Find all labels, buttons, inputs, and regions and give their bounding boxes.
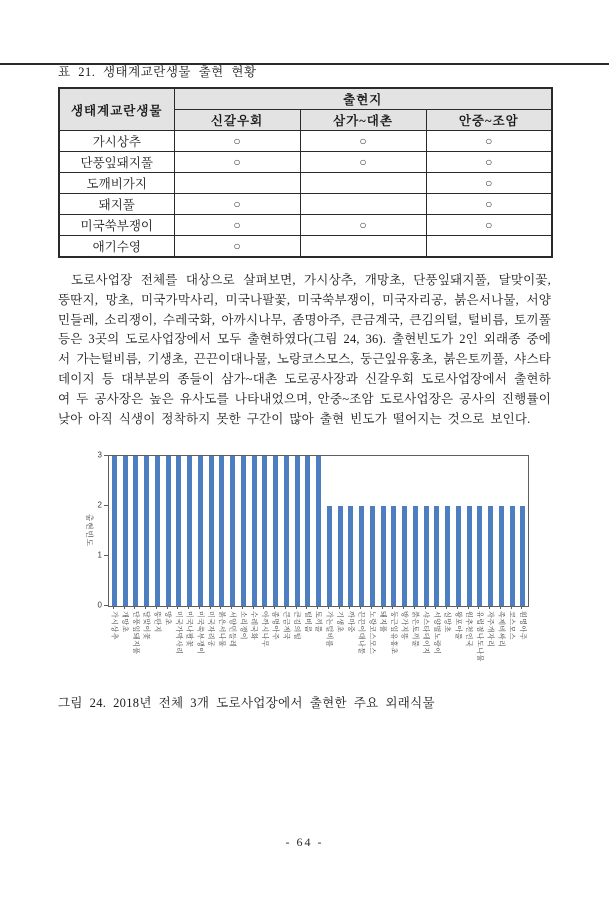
x-tick-mark	[435, 606, 436, 609]
bar-기생초	[338, 506, 343, 606]
x-tick-slot	[345, 606, 356, 609]
bar-수레국화	[252, 456, 257, 606]
x-label-slot	[216, 611, 227, 647]
x-tick-slot	[409, 606, 420, 609]
x-label-slot	[205, 611, 216, 647]
x-tick-mark	[263, 606, 264, 609]
bar-slot	[292, 456, 303, 606]
x-tick-mark	[468, 606, 469, 609]
bar-미국나팔꽃	[187, 456, 192, 606]
y-tick-label: 3	[97, 450, 102, 460]
x-tick-slot	[334, 606, 345, 609]
x-tick-slot	[517, 606, 528, 609]
x-label-slot	[441, 611, 452, 633]
page-content	[0, 62, 609, 711]
species-name-cell: 돼지풀	[59, 194, 174, 215]
x-tick-mark	[177, 606, 178, 609]
x-tick-slot	[377, 606, 388, 609]
x-label-slot	[334, 611, 345, 633]
x-tick-mark	[328, 606, 329, 609]
bar-샤스타데이지	[424, 506, 429, 606]
x-label-slot	[409, 611, 420, 647]
bar-족제비싸리	[499, 506, 504, 606]
x-label: 까마중	[346, 611, 354, 634]
x-label-slot	[355, 611, 366, 655]
x-label: 붉은토끼풀	[411, 611, 419, 648]
presence-mark: ○	[426, 152, 552, 173]
x-tick-mark	[425, 606, 426, 609]
y-axis-title-text: 출현빈도	[85, 513, 94, 547]
bar-slot	[270, 456, 281, 606]
bar-slot	[174, 456, 185, 606]
presence-mark: ○	[174, 215, 300, 236]
bar-큰김의털	[295, 456, 300, 606]
x-tick-mark	[220, 606, 221, 609]
x-label: 뚱딴지	[153, 611, 161, 634]
bar-slot	[378, 456, 389, 606]
x-label: 개망초	[121, 611, 129, 634]
bar-둥근잎유홍초	[391, 506, 396, 606]
x-tick-slot	[388, 606, 399, 609]
bar-왕포아풀	[456, 506, 461, 606]
bar-slot	[303, 456, 314, 606]
bar-털비름	[305, 456, 310, 606]
bar-slot	[518, 456, 529, 606]
x-tick-mark	[478, 606, 479, 609]
x-tick-slot	[323, 606, 334, 609]
x-label-slot	[194, 611, 205, 655]
presence-mark: ○	[426, 173, 552, 194]
x-tick-slot	[366, 606, 377, 609]
bar-slot	[206, 456, 217, 606]
x-label: 붉은서나물	[217, 611, 225, 648]
bar-slot	[260, 456, 271, 606]
chart-plot-bars	[109, 456, 528, 606]
x-label-slot	[345, 611, 356, 633]
bar-slot	[131, 456, 142, 606]
bar-slot	[389, 456, 400, 606]
bar-slot	[141, 456, 152, 606]
presence-mark: ○	[174, 236, 300, 258]
x-tick-slot	[183, 606, 194, 609]
x-tick-mark	[489, 606, 490, 609]
x-label-slot	[302, 611, 313, 633]
x-tick-slot	[226, 606, 237, 609]
x-tick-slot	[463, 606, 474, 609]
bar-미국자리공	[209, 456, 214, 606]
body-paragraph: 도로사업장 전체를 대상으로 살펴보면, 가시상추, 개망초, 단풍잎돼지풀, 달맞이꽃, 뚱딴지, 망초, 미국가막사리, 미국나팔꽃, 미국쑥부쟁이, 미국자리공, 붉은서나물, 서양민들레, 소리쟁이, 수레국화, 아까시나무, 좀명아주, 큰금계국, 큰김의털, 털비름, 토끼풀 등은 3곳의 도로사업장에서 모두 출현하였다(그림 24, 36). 출현빈도가 2인 외래종 중에서 가는털비름, 기생초, 끈끈이대나물, 노랑코스모스, 둥근잎유홍초, 붉은토끼풀, 샤스타데이지 등 대부분의 종들이 삼가~대촌 도로공사장과 신갈우회 도로사업장에서 출현하여 두 공사장은 높은 유사도를 나타내었으며, 안중~조암 도로사업장은 공사의 진행률이 낮아 아직 식생이 정착하지 못한 구간이 많아 출현 빈도가 떨어지는 것으로 보인다.	[58, 273, 551, 426]
x-label-slot	[269, 611, 280, 640]
presence-empty	[174, 173, 300, 194]
bar-slot	[120, 456, 131, 606]
x-tick-mark	[285, 606, 286, 609]
x-label: 실망초	[443, 611, 451, 634]
x-tick-slot	[398, 606, 409, 609]
occurrence-table	[58, 87, 553, 258]
table-row	[59, 194, 552, 215]
x-tick-mark	[253, 606, 254, 609]
x-tick-mark	[167, 606, 168, 609]
x-tick-mark	[457, 606, 458, 609]
x-label-slot	[248, 611, 259, 640]
bar-slot	[421, 456, 432, 606]
bar-chart	[68, 445, 548, 683]
bar-slot	[249, 456, 260, 606]
bar-slot	[453, 456, 464, 606]
x-label: 서양민들레	[228, 611, 236, 648]
x-label-slot	[259, 611, 270, 647]
bar-slot	[367, 456, 378, 606]
bar-slot	[410, 456, 421, 606]
x-label-slot	[237, 611, 248, 640]
x-tick-slot	[312, 606, 323, 609]
bar-slot	[313, 456, 324, 606]
y-tick-label: 0	[97, 600, 102, 610]
bar-slot	[475, 456, 486, 606]
species-name-cell: 애기수영	[59, 236, 174, 258]
bar-slot	[109, 456, 120, 606]
table-row	[59, 236, 552, 258]
bar-달맞이꽃	[144, 456, 149, 606]
x-tick-slot	[506, 606, 517, 609]
x-tick-slot	[194, 606, 205, 609]
species-column-header: 생태계교란생물	[59, 88, 174, 131]
x-label: 가시상추	[110, 611, 118, 641]
x-label-slot	[140, 611, 151, 640]
x-label-slot	[366, 611, 377, 655]
bar-토끼풀	[316, 456, 321, 606]
x-label: 유럽점나도나물	[475, 611, 483, 663]
x-label: 소리쟁이	[239, 611, 247, 641]
figure-caption: 그림 24. 2018년 전체 3개 도로사업장에서 출현한 주요 외래식물	[58, 696, 435, 711]
bar-코스모스	[510, 506, 515, 606]
x-tick-slot	[140, 606, 151, 609]
x-label: 미국자리공	[207, 611, 215, 648]
bar-뚱딴지	[155, 456, 160, 606]
presence-mark: ○	[300, 215, 426, 236]
x-tick-mark	[317, 606, 318, 609]
bar-slot	[507, 456, 518, 606]
x-label-slot	[323, 611, 334, 647]
x-label-slot	[173, 611, 184, 655]
species-name-cell: 미국쑥부쟁이	[59, 215, 174, 236]
presence-mark: ○	[426, 194, 552, 215]
x-tick-slot	[441, 606, 452, 609]
bar-서양민들레	[230, 456, 235, 606]
bar-slot	[432, 456, 443, 606]
presence-mark: ○	[300, 152, 426, 173]
table-row	[59, 173, 552, 194]
x-label: 흰명아주	[518, 611, 526, 641]
x-tick-mark	[521, 606, 522, 609]
presence-mark: ○	[174, 131, 300, 152]
x-tick-mark	[511, 606, 512, 609]
x-label: 족제비싸리	[497, 611, 505, 648]
bar-큰금계국	[284, 456, 289, 606]
x-tick-mark	[349, 606, 350, 609]
x-label: 미국쑥부쟁이	[196, 611, 204, 655]
x-tick-slot	[216, 606, 227, 609]
x-label-slot	[291, 611, 302, 640]
x-tick-mark	[382, 606, 383, 609]
x-label: 샤스타데이지	[422, 611, 430, 655]
x-label-slot	[452, 611, 463, 640]
presence-mark: ○	[300, 131, 426, 152]
bar-slot	[442, 456, 453, 606]
bar-실망초	[445, 506, 450, 606]
bar-유럽점나도나물	[477, 506, 482, 606]
x-tick-mark	[339, 606, 340, 609]
x-label: 기생초	[336, 611, 344, 634]
site-header-2: 삼가~대촌	[300, 110, 426, 131]
x-label: 단풍잎돼지풀	[131, 611, 139, 655]
x-label-slot	[484, 611, 495, 647]
x-label-slot	[108, 611, 119, 640]
x-label-slot	[119, 611, 130, 633]
x-tick-mark	[242, 606, 243, 609]
x-tick-slot	[119, 606, 130, 609]
x-tick-mark	[134, 606, 135, 609]
x-label-slot	[474, 611, 485, 662]
presence-empty	[300, 194, 426, 215]
site-group-header: 출현지	[174, 88, 552, 110]
x-tick-slot	[173, 606, 184, 609]
x-tick-slot	[108, 606, 119, 609]
chart-y-axis-title	[84, 455, 95, 605]
bar-slot	[152, 456, 163, 606]
site-header-1: 신갈우회	[174, 110, 300, 131]
chart-x-labels	[108, 611, 527, 662]
x-tick-mark	[210, 606, 211, 609]
x-tick-mark	[145, 606, 146, 609]
bar-slot	[464, 456, 475, 606]
x-label: 서양벌노랑이	[432, 611, 440, 655]
bar-단풍잎돼지풀	[133, 456, 138, 606]
x-tick-mark	[296, 606, 297, 609]
x-label: 끈끈이대나물	[357, 611, 365, 655]
x-tick-mark	[231, 606, 232, 609]
x-label: 왕포아풀	[454, 611, 462, 641]
bar-slot	[281, 456, 292, 606]
x-label-slot	[312, 611, 323, 633]
x-label-slot	[420, 611, 431, 655]
x-tick-mark	[188, 606, 189, 609]
chart-plot-area	[108, 455, 529, 607]
chart-x-ticks	[108, 606, 527, 609]
bar-개망초	[123, 456, 128, 606]
x-tick-slot	[302, 606, 313, 609]
page-top-rule	[0, 63, 609, 65]
x-tick-slot	[474, 606, 485, 609]
bar-slot	[227, 456, 238, 606]
x-label-slot	[280, 611, 291, 640]
x-label: 털비름	[303, 611, 311, 634]
x-tick-slot	[248, 606, 259, 609]
x-label: 돼지풀	[379, 611, 387, 634]
bar-가는털비름	[327, 506, 332, 606]
x-label: 자주개자리	[486, 611, 494, 648]
x-label: 미국나팔꽃	[185, 611, 193, 648]
page-number: - 64 -	[285, 835, 324, 849]
presence-mark: ○	[174, 152, 300, 173]
table-body	[59, 131, 552, 258]
table-title: 표 21. 생태계교란생물 출현 현황	[58, 65, 257, 79]
x-tick-mark	[446, 606, 447, 609]
x-label-slot	[398, 611, 409, 640]
x-tick-slot	[420, 606, 431, 609]
x-tick-slot	[431, 606, 442, 609]
bar-slot	[184, 456, 195, 606]
presence-empty	[426, 236, 552, 258]
x-tick-mark	[500, 606, 501, 609]
x-tick-mark	[306, 606, 307, 609]
table-row	[59, 152, 552, 173]
x-label: 둥근잎유홍초	[389, 611, 397, 655]
bar-slot	[485, 456, 496, 606]
presence-mark: ○	[426, 215, 552, 236]
x-tick-mark	[392, 606, 393, 609]
bar-붉은서나물	[219, 456, 224, 606]
bar-slot	[238, 456, 249, 606]
x-label: 토끼풀	[314, 611, 322, 634]
bar-원추천인국	[467, 506, 472, 606]
x-tick-slot	[280, 606, 291, 609]
x-tick-slot	[291, 606, 302, 609]
x-label: 가는털비름	[325, 611, 333, 648]
document-page	[0, 62, 609, 849]
bar-노랑코스모스	[370, 506, 375, 606]
table-row	[59, 215, 552, 236]
table-header	[59, 88, 552, 131]
species-name-cell: 가시상추	[59, 131, 174, 152]
x-tick-slot	[205, 606, 216, 609]
x-tick-slot	[269, 606, 280, 609]
bar-미국쑥부쟁이	[198, 456, 203, 606]
x-tick-slot	[237, 606, 248, 609]
bar-slot	[346, 456, 357, 606]
x-label: 큰금계국	[282, 611, 290, 641]
bar-slot	[324, 456, 335, 606]
x-label: 원추천인국	[465, 611, 473, 648]
x-tick-slot	[151, 606, 162, 609]
x-tick-slot	[162, 606, 173, 609]
y-tick-label: 1	[97, 550, 102, 560]
x-label-slot	[130, 611, 141, 655]
x-label-slot	[162, 611, 173, 626]
x-label: 수레국화	[250, 611, 258, 641]
bar-slot	[399, 456, 410, 606]
x-tick-mark	[156, 606, 157, 609]
x-tick-mark	[414, 606, 415, 609]
bar-서양벌노랑이	[434, 506, 439, 606]
bar-아까시나무	[262, 456, 267, 606]
bar-slot	[195, 456, 206, 606]
bar-미국가막사리	[176, 456, 181, 606]
x-tick-mark	[274, 606, 275, 609]
x-tick-slot	[130, 606, 141, 609]
x-label: 미국가막사리	[174, 611, 182, 655]
bar-소리쟁이	[241, 456, 246, 606]
y-tick-label: 2	[97, 500, 102, 510]
x-label-slot	[517, 611, 528, 640]
x-label-slot	[506, 611, 517, 640]
x-tick-mark	[371, 606, 372, 609]
bar-끈끈이대나물	[359, 506, 364, 606]
x-label: 코스모스	[508, 611, 516, 641]
bar-자주개자리	[488, 506, 493, 606]
x-label: 큰김의털	[293, 611, 301, 641]
x-label-slot	[388, 611, 399, 655]
x-label-slot	[463, 611, 474, 647]
bar-slot	[356, 456, 367, 606]
x-label-slot	[226, 611, 237, 647]
x-label-slot	[183, 611, 194, 647]
species-name-cell: 단풍잎돼지풀	[59, 152, 174, 173]
x-label: 좀명아주	[271, 611, 279, 641]
x-label-slot	[431, 611, 442, 655]
x-label: 노랑코스모스	[368, 611, 376, 655]
x-label-slot	[151, 611, 162, 633]
x-label: 망초	[164, 611, 172, 626]
x-tick-slot	[355, 606, 366, 609]
x-tick-mark	[199, 606, 200, 609]
presence-mark: ○	[174, 194, 300, 215]
bar-까마중	[348, 506, 353, 606]
x-tick-mark	[360, 606, 361, 609]
x-label-slot	[495, 611, 506, 647]
x-label-slot	[377, 611, 388, 633]
bar-가시상추	[112, 456, 117, 606]
bar-slot	[217, 456, 228, 606]
site-header-3: 안중~조암	[426, 110, 552, 131]
x-tick-slot	[484, 606, 495, 609]
table-row	[59, 131, 552, 152]
x-tick-slot	[452, 606, 463, 609]
bar-slot	[335, 456, 346, 606]
bar-망초	[166, 456, 171, 606]
presence-empty	[300, 236, 426, 258]
x-tick-mark	[124, 606, 125, 609]
presence-mark: ○	[426, 131, 552, 152]
species-name-cell: 도깨비가지	[59, 173, 174, 194]
bar-방가지똥	[402, 506, 407, 606]
bar-slot	[496, 456, 507, 606]
x-tick-mark	[113, 606, 114, 609]
x-tick-slot	[495, 606, 506, 609]
bar-좀명아주	[273, 456, 278, 606]
bar-흰명아주	[520, 506, 525, 606]
presence-empty	[300, 173, 426, 194]
bar-slot	[163, 456, 174, 606]
bar-붉은토끼풀	[413, 506, 418, 606]
x-label: 아까시나무	[260, 611, 268, 648]
bar-돼지풀	[381, 506, 386, 606]
x-label: 방가지똥	[400, 611, 408, 641]
x-tick-slot	[259, 606, 270, 609]
x-label: 달맞이꽃	[142, 611, 150, 641]
x-tick-mark	[403, 606, 404, 609]
